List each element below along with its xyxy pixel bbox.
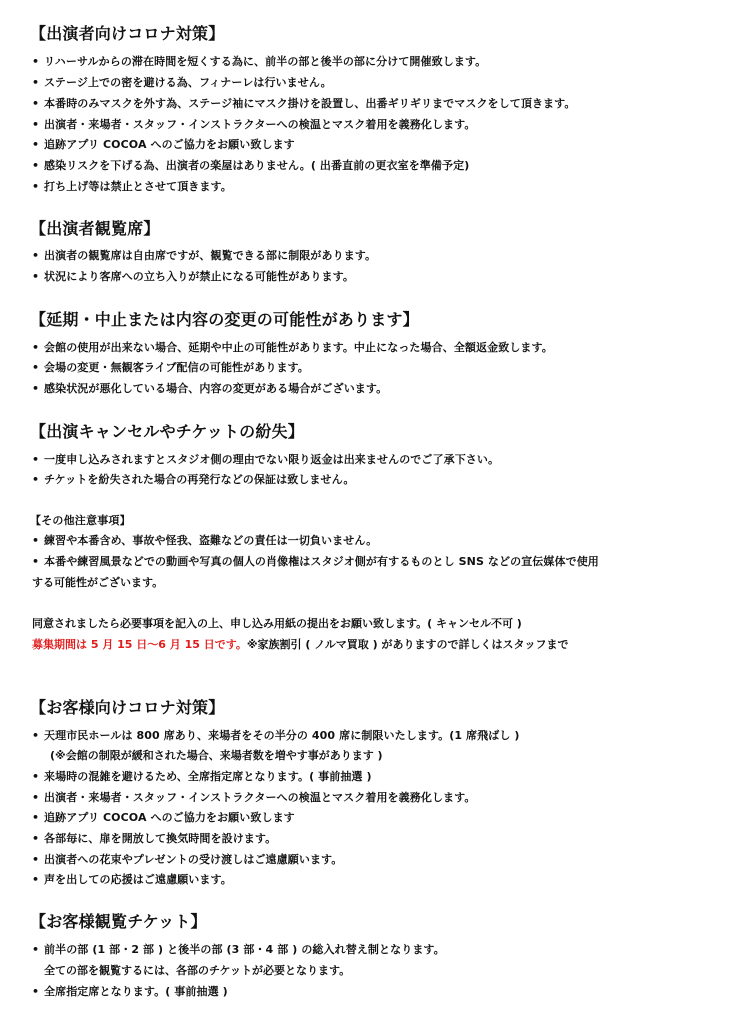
list-item: • チケットを紛失された場合の再発行などの保証は致しません。 (32, 473, 355, 486)
list-item: • 声を出しての応援はご遠慮願います。 (32, 873, 232, 886)
list-item: • 出演者の観覧席は自由席ですが、観覧できる部に制限があります。 (32, 249, 377, 262)
list-item: • 来場時の混雑を避けるため、全席指定席となります。( 事前抽選 ) (32, 770, 372, 783)
list-item: • 本番時のみマスクを外す為、ステージ袖にマスク掛けを設置し、出番ギリギリまでマスクをして頂きます。 (32, 97, 576, 110)
list-item: • 追跡アプリ COCOA へのご協力をお願い致します (32, 138, 295, 151)
list-item: • 本番や練習風景などでの動画や写真の個人の肖像権はスタジオ側が有するものとし SNS などの宣伝媒体で使用 (32, 555, 599, 568)
list-item: • 練習や本番含め、事故や怪我、盗難などの責任は一切負いません。 (32, 534, 378, 547)
list-item: • 前半の部 (1 部・2 部 ) と後半の部 (3 部・4 部 ) の総入れ替え制となります。 (32, 943, 445, 956)
list-item: • 出演者への花束やプレゼントの受け渡しはご遠慮願います。 (32, 853, 343, 866)
section-heading-audience-covid: 【お客様向けコロナ対策】 (30, 698, 225, 717)
list-item: • 各部毎に、扉を開放して換気時間を設けます。 (32, 832, 277, 845)
list-item: • 会場の変更・無観客ライブ配信の可能性があります。 (32, 361, 309, 374)
list-item: • 打ち上げ等は禁止とさせて頂きます。 (32, 180, 232, 193)
list-item: • 追跡アプリ COCOA へのご協力をお願い致します (32, 811, 295, 824)
list-item: • 感染状況が悪化している場合、内容の変更がある場合がございます。 (32, 382, 388, 395)
family-discount-note: ※家族割引 ( ノルマ買取 ) がありますので詳しくはスタッフまで (246, 638, 569, 651)
list-item: • ステージ上での密を避ける為、フィナーレは行いません。 (32, 76, 332, 89)
section-heading-performer-seating: 【出演者観覧席】 (30, 219, 160, 238)
list-item: • 全席指定席となります。( 事前抽選 ) (32, 985, 228, 998)
section-heading-performer-covid: 【出演者向けコロナ対策】 (30, 24, 225, 43)
list-item: • 天理市民ホールは 800 席あり、来場者をその半分の 400 席に制限いたします。(1 席飛ばし ) (32, 729, 520, 742)
section-heading-other-notes: 【その他注意事項】 (30, 514, 131, 527)
list-item: • リハーサルからの滞在時間を短くする為に、前半の部と後半の部に分けて開催致します。 (32, 55, 487, 68)
list-item: • 出演者・来場者・スタッフ・インストラクターへの検温とマスク着用を義務化します。 (32, 118, 476, 131)
list-item: • 一度申し込みされますとスタジオ側の理由でない限り返金は出来ませんのでご了承下さい。 (32, 453, 500, 466)
list-item: • 感染リスクを下げる為、出演者の楽屋はありません。( 出番直前の更衣室を準備予定) (32, 159, 470, 172)
list-item: • 会館の使用が出来ない場合、延期や中止の可能性があります。中止になった場合、全額返金致します。 (32, 341, 553, 354)
application-period-note (32, 637, 568, 653)
section-heading-postponement: 【延期・中止または内容の変更の可能性があります】 (30, 310, 419, 329)
list-item-continuation: 全ての部を観覧するには、各部のチケットが必要となります。 (44, 964, 351, 977)
list-item-subnote: (※会館の制限が緩和された場合、来場者数を増やす事があります ) (50, 749, 383, 762)
application-period: 募集期間は 5 月 15 日〜6 月 15 日です。 (32, 638, 247, 651)
section-heading-cancellation: 【出演キャンセルやチケットの紛失】 (30, 422, 304, 441)
agreement-note: 同意されましたら必要事項を記入の上、申し込み用紙の提出をお願い致します。( キャンセル不可 ) (32, 617, 522, 630)
list-item: • 状況により客席への立ち入りが禁止になる可能性があります。 (32, 270, 354, 283)
list-item-continuation: する可能性がございます。 (32, 576, 164, 589)
list-item: • 出演者・来場者・スタッフ・インストラクターへの検温とマスク着用を義務化します。 (32, 791, 476, 804)
section-heading-audience-tickets: 【お客様観覧チケット】 (30, 912, 207, 931)
